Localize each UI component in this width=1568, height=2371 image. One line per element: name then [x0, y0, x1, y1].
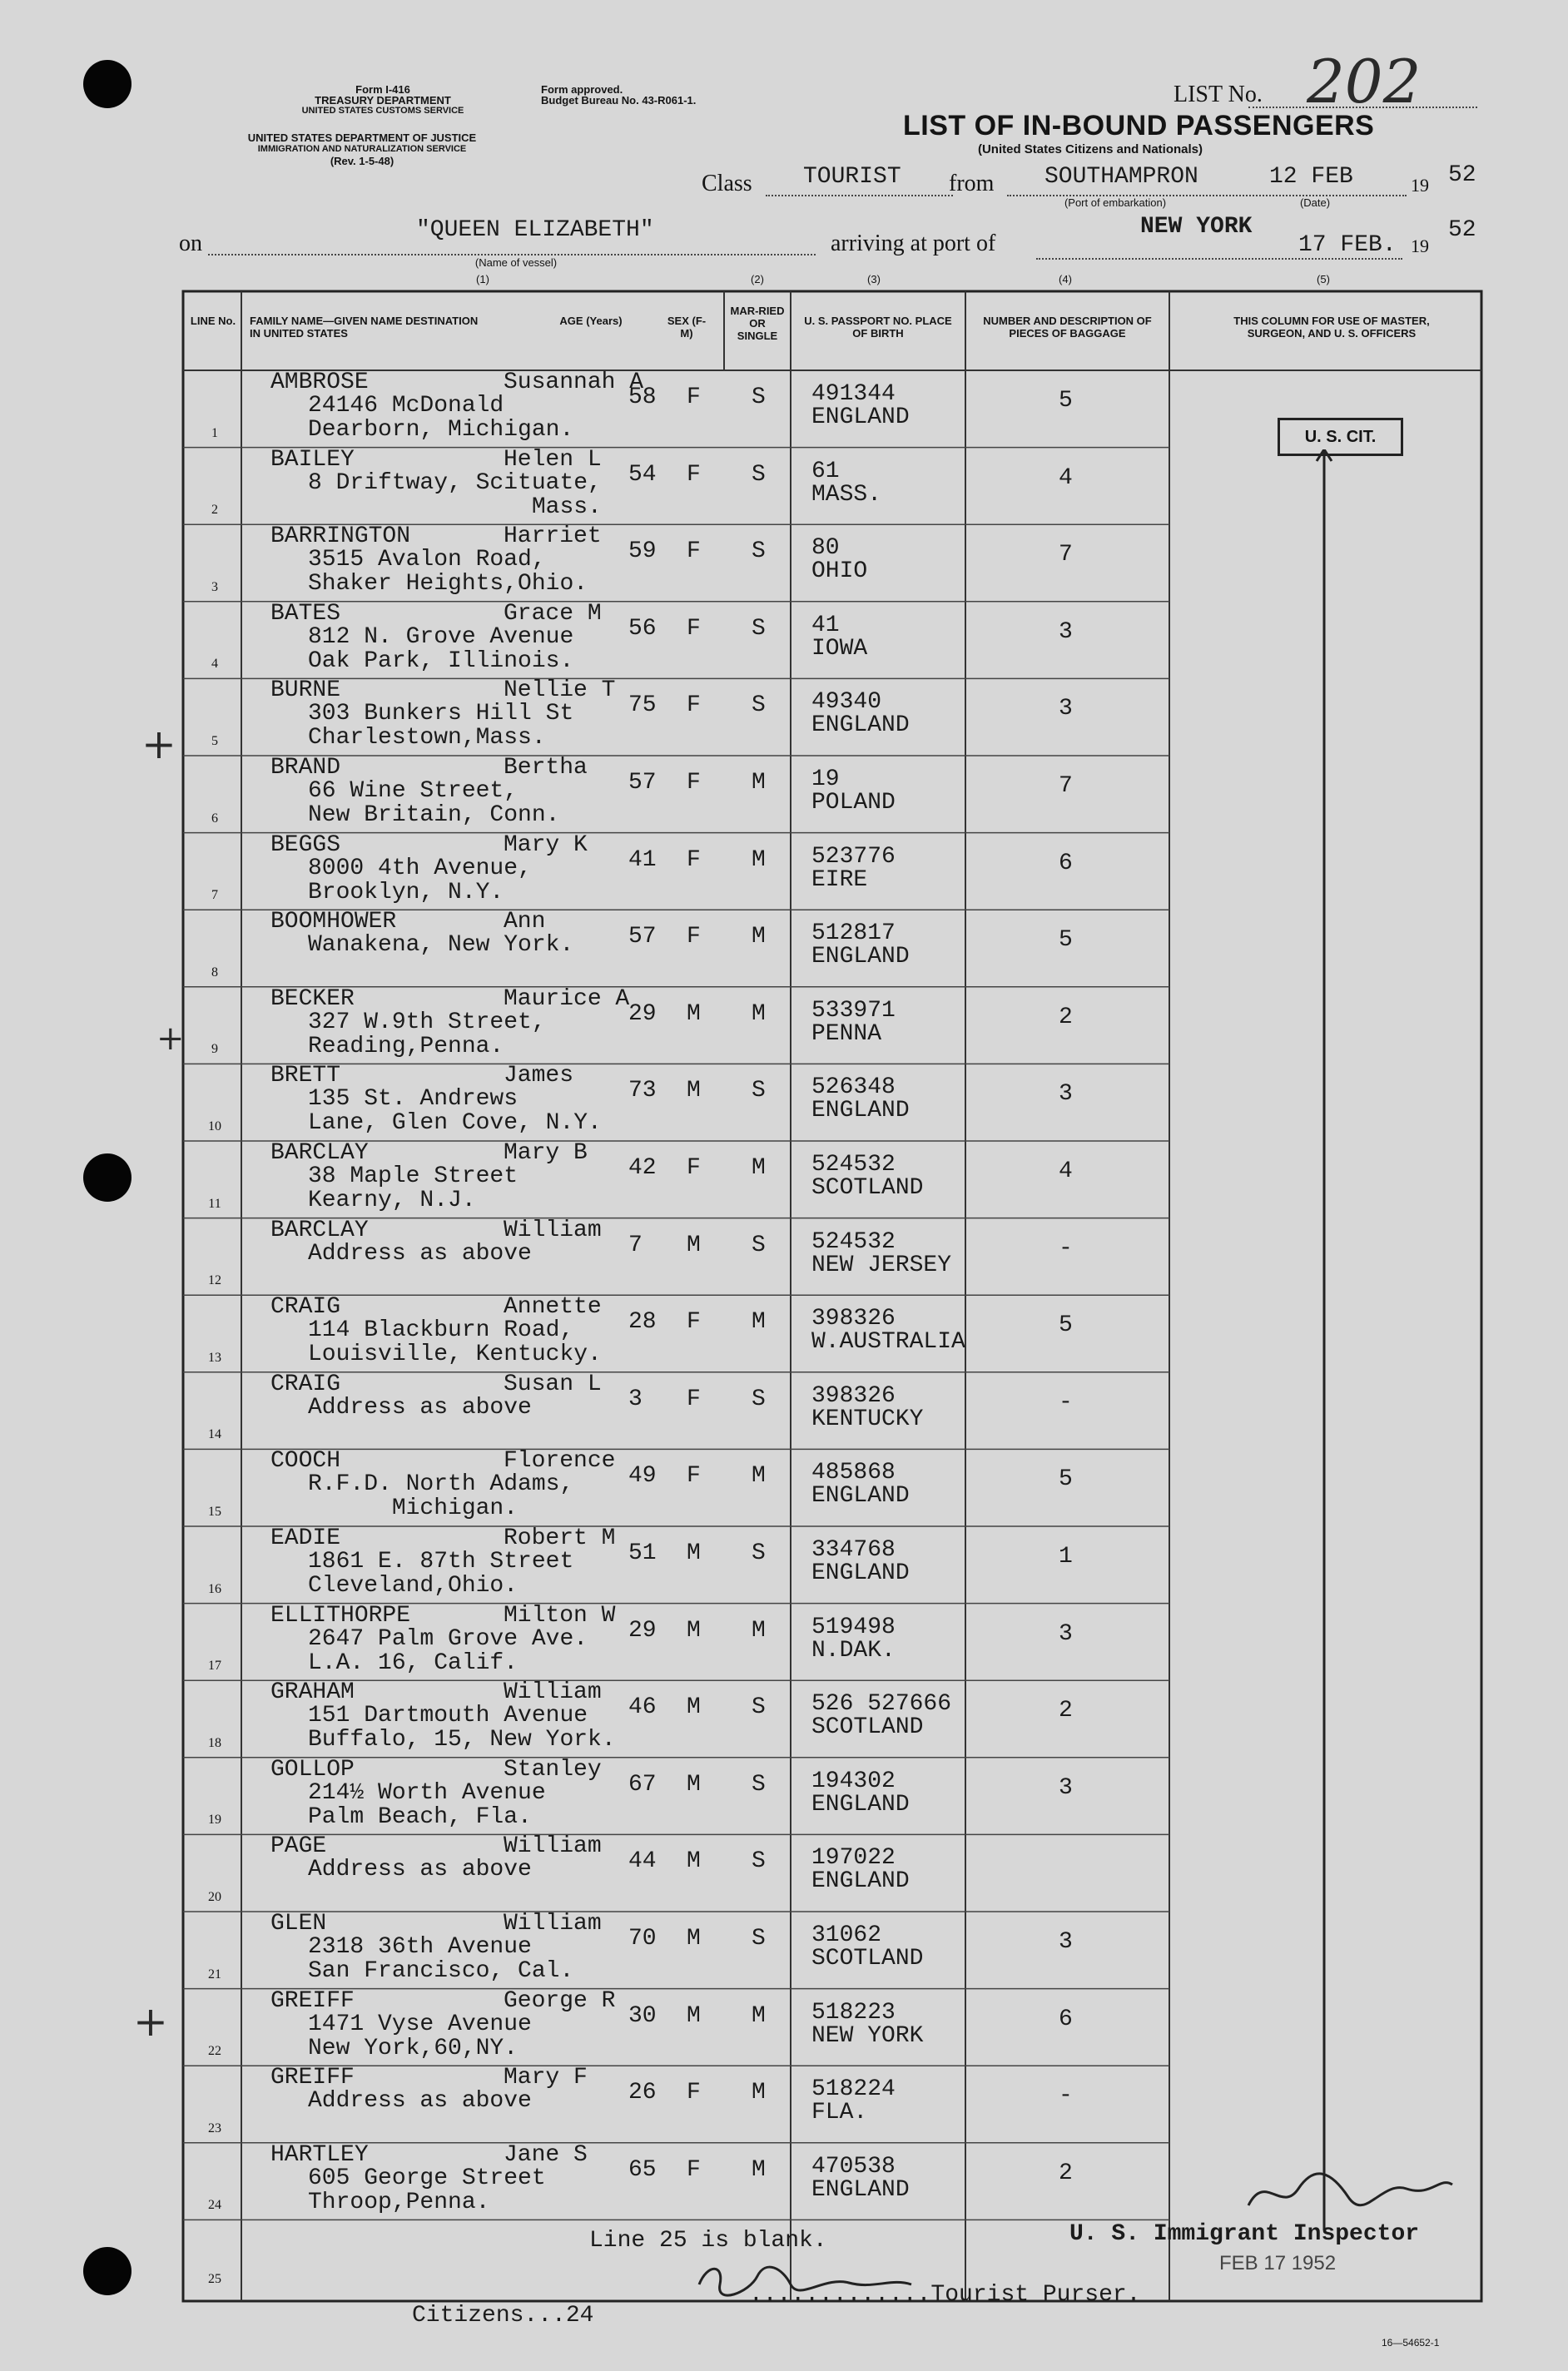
given-name: Milton W: [504, 1602, 616, 1629]
from-label: from: [949, 171, 995, 196]
place-of-birth: ENGLAND: [811, 944, 910, 970]
destination-address: 1471 Vyse Avenue New York,60,NY.: [308, 2011, 532, 2061]
line-number: 16: [208, 1581, 221, 1596]
col-num-1: (1): [476, 273, 489, 285]
treasury-dept: TREASURY DEPARTMENT: [315, 94, 451, 107]
sex: F: [687, 1309, 701, 1336]
year-1: 52: [1448, 162, 1476, 188]
passport-number: 524532: [811, 1228, 896, 1255]
citizens-count: Citizens...24: [412, 2303, 594, 2329]
marital-status: S: [752, 1926, 766, 1952]
family-name: BEGGS: [270, 831, 341, 858]
baggage-count: 7: [1059, 773, 1073, 799]
sex: M: [687, 1540, 701, 1566]
sex: F: [687, 770, 701, 796]
age: 30: [628, 2002, 657, 2029]
age: 65: [628, 2156, 657, 2183]
col-header-name: FAMILY NAME—GIVEN NAME DESTINATION IN UNITED STATES: [250, 315, 479, 340]
line-number: 18: [208, 1735, 221, 1750]
line-number: 9: [211, 1042, 218, 1057]
marital-status: M: [752, 2080, 766, 2106]
age: 57: [628, 924, 657, 950]
family-name: BECKER: [270, 985, 355, 1012]
inspector-signature: [1240, 2164, 1456, 2214]
given-name: William: [504, 1911, 602, 1937]
line-number: 23: [208, 2121, 221, 2135]
marital-status: M: [752, 770, 766, 796]
given-name: Harriet: [504, 523, 602, 550]
place-of-birth: ENGLAND: [811, 1483, 910, 1510]
line-number: 21: [208, 1967, 221, 1982]
col-header-married: MAR-RIED OR SINGLE: [730, 305, 785, 342]
given-name: William: [504, 1679, 602, 1706]
destination-address: Wanakena, New York.: [308, 932, 574, 959]
col-header-line: LINE No.: [190, 315, 236, 327]
passport-number: 523776: [811, 843, 896, 870]
line-number: 20: [208, 1889, 221, 1904]
passport-number: 533971: [811, 997, 896, 1024]
age: 56: [628, 615, 657, 642]
place-of-birth: EIRE: [811, 866, 868, 893]
line-25-note: Line 25 is blank.: [589, 2228, 827, 2254]
passport-number: 519498: [811, 1614, 896, 1640]
baggage-count: 3: [1059, 696, 1073, 722]
sex: F: [687, 1386, 701, 1412]
given-name: Mary B: [504, 1140, 588, 1166]
form-approved: Form approved.: [541, 83, 623, 96]
line-number: 24: [208, 2198, 221, 2213]
baggage-count: 5: [1059, 1466, 1073, 1493]
place-of-birth: NEW YORK: [811, 2022, 924, 2049]
destination-address: 303 Bunkers Hill St Charlestown,Mass.: [308, 701, 574, 751]
margin-mark-plus-2: +: [156, 1019, 185, 1058]
marital-status: S: [752, 538, 766, 565]
sex: M: [687, 2002, 701, 2029]
age: 73: [628, 1078, 657, 1104]
sex: F: [687, 538, 701, 565]
line-number: 8: [211, 965, 218, 980]
place-of-birth: ENGLAND: [811, 2176, 910, 2203]
family-name: GLEN: [270, 1911, 327, 1937]
age: 26: [628, 2080, 657, 2106]
marital-status: M: [752, 924, 766, 950]
place-of-birth: IOWA: [811, 635, 868, 662]
from-date: 12 FEB: [1269, 164, 1353, 190]
line-number-25: 25: [208, 2272, 221, 2286]
marital-status: S: [752, 384, 766, 410]
col-num-3: (3): [867, 273, 881, 285]
marital-status: S: [752, 615, 766, 642]
list-no-label: LIST No.: [1174, 82, 1263, 107]
given-name: Jane S: [504, 2141, 588, 2168]
baggage-count: 5: [1059, 927, 1073, 954]
line-number: 19: [208, 1813, 221, 1828]
destination-address: 605 George Street Throop,Penna.: [308, 2165, 546, 2215]
sex: M: [687, 1078, 701, 1104]
family-name: BRAND: [270, 755, 341, 781]
date-caption-1: (Date): [1299, 196, 1331, 209]
revision: (Rev. 1-5-48): [330, 155, 394, 167]
destination-address: 214½ Worth Avenue Palm Beach, Fla.: [308, 1779, 546, 1830]
place-of-birth: ENGLAND: [811, 1098, 910, 1124]
place-of-birth: FLA.: [811, 2100, 868, 2126]
destination-address: Address as above: [308, 1857, 532, 1883]
port-embark-caption: (Port of embarkation): [1064, 196, 1167, 209]
family-name: GOLLOP: [270, 1756, 355, 1783]
destination-address: 812 N. Grove Avenue Oak Park, Illinois.: [308, 623, 574, 674]
passport-number: 518224: [811, 2076, 896, 2103]
baggage-count: 5: [1059, 1312, 1073, 1339]
family-name: BARCLAY: [270, 1217, 369, 1243]
place-of-birth: ENGLAND: [811, 1560, 910, 1586]
place-of-birth: PENNA: [811, 1020, 882, 1047]
place-of-birth: N.DAK.: [811, 1637, 896, 1664]
place-of-birth: POLAND: [811, 790, 896, 816]
sex: M: [687, 1848, 701, 1875]
sex: F: [687, 461, 701, 488]
destination-address: Address as above: [308, 1394, 532, 1421]
given-name: George R: [504, 1987, 616, 2014]
sex: F: [687, 924, 701, 950]
line-number: 7: [211, 888, 218, 903]
passport-number: 41: [811, 612, 840, 638]
age: 42: [628, 1155, 657, 1181]
passport-number: 470538: [811, 2153, 896, 2180]
destination-address: 66 Wine Street, New Britain, Conn.: [308, 778, 560, 828]
age: 67: [628, 1771, 657, 1798]
marital-status: S: [752, 1386, 766, 1412]
destination-address: R.F.D. North Adams, Michigan.: [308, 1471, 574, 1522]
margin-mark-plus-1: +: [141, 720, 176, 768]
budget-bureau: Budget Bureau No. 43-R061-1.: [541, 94, 697, 107]
year-prefix-1: 19: [1411, 175, 1429, 196]
destination-address: 1861 E. 87th Street Cleveland,Ohio.: [308, 1549, 574, 1599]
given-name: Susannah A: [504, 370, 644, 395]
destination-address: Address as above: [308, 2088, 532, 2115]
line-number: 14: [208, 1427, 221, 1442]
class-value: TOURIST: [803, 164, 901, 190]
age: 44: [628, 1848, 657, 1875]
family-name: BAILEY: [270, 446, 355, 473]
age: 51: [628, 1540, 657, 1566]
col-num-2: (2): [751, 273, 764, 285]
baggage-count: 7: [1059, 542, 1073, 568]
passport-number: 491344: [811, 381, 896, 407]
age: 29: [628, 1000, 657, 1027]
baggage-count: 2: [1059, 1698, 1073, 1724]
given-name: James: [504, 1063, 574, 1089]
place-of-birth: KENTUCKY: [811, 1406, 924, 1432]
age: 7: [628, 1232, 643, 1258]
baggage-count: 3: [1059, 1620, 1073, 1647]
given-name: William: [504, 1833, 602, 1860]
stamp-text: U. S. CIT.: [1304, 428, 1377, 446]
baggage-count: 4: [1059, 464, 1073, 491]
baggage-count: 3: [1059, 618, 1073, 645]
passport-number: 398326: [811, 1306, 896, 1332]
age: 57: [628, 770, 657, 796]
sex: M: [687, 1926, 701, 1952]
passport-number: 526 527666: [811, 1691, 952, 1718]
family-name: BARRINGTON: [270, 523, 411, 550]
inspector-date-stamp: FEB 17 1952: [1219, 2252, 1337, 2274]
sex: F: [687, 846, 701, 873]
family-name: COOCH: [270, 1448, 341, 1475]
given-name: Mary K: [504, 831, 588, 858]
marital-status: S: [752, 1771, 766, 1798]
age: 3: [628, 1386, 643, 1412]
col-header-officers: THIS COLUMN FOR USE OF MASTER, SURGEON, AND U. S. OFFICERS: [1233, 315, 1430, 340]
family-name: ELLITHORPE: [270, 1602, 411, 1629]
given-name: Susan L: [504, 1371, 602, 1397]
form-number: Form I-416: [355, 83, 410, 96]
age: 75: [628, 692, 657, 719]
inspector-title: U. S. Immigrant Inspector: [1069, 2221, 1420, 2247]
age: 49: [628, 1463, 657, 1490]
sex: M: [687, 1771, 701, 1798]
place-of-birth: ENGLAND: [811, 404, 910, 430]
passport-number: 518223: [811, 1999, 896, 2026]
marital-status: S: [752, 692, 766, 719]
line-number: 17: [208, 1659, 221, 1674]
baggage-count: 5: [1059, 388, 1073, 414]
line-number: 6: [211, 811, 218, 826]
given-name: William: [504, 1217, 602, 1243]
marital-status: S: [752, 1694, 766, 1721]
age: 58: [628, 384, 657, 410]
destination-address: 2647 Palm Grove Ave. L.A. 16, Calif.: [308, 1625, 588, 1676]
year-prefix-2: 19: [1411, 236, 1429, 256]
arrival-port: NEW YORK: [1140, 214, 1253, 240]
sex: F: [687, 1463, 701, 1490]
line-number: 11: [208, 1196, 221, 1211]
given-name: Bertha: [504, 755, 588, 781]
destination-address: 8 Driftway, Scituate, Mass.: [308, 469, 602, 520]
family-name: AMBROSE: [270, 370, 369, 395]
col-num-4: (4): [1059, 273, 1072, 285]
passport-number: 334768: [811, 1537, 896, 1563]
sex: F: [687, 2080, 701, 2106]
col-header-sex: SEX (F-M): [667, 315, 707, 340]
place-of-birth: NEW JERSEY: [811, 1252, 952, 1278]
age: 70: [628, 1926, 657, 1952]
marital-status: S: [752, 1078, 766, 1104]
line-number: 1: [211, 425, 218, 440]
family-name: GREIFF: [270, 2065, 355, 2091]
family-name: BRETT: [270, 1063, 341, 1089]
ditto-arrow-line: [1315, 449, 1348, 2239]
age: 54: [628, 461, 657, 488]
from-port: SOUTHAMPRON: [1045, 164, 1198, 190]
place-of-birth: W.AUSTRALIA: [811, 1329, 965, 1356]
passport-number: 80: [811, 535, 840, 562]
baggage-count: -: [1059, 2083, 1073, 2110]
place-of-birth: SCOTLAND: [811, 1714, 924, 1741]
sex: F: [687, 692, 701, 719]
place-of-birth: ENGLAND: [811, 1868, 910, 1895]
sex: M: [687, 1617, 701, 1644]
age: 29: [628, 1617, 657, 1644]
baggage-count: 6: [1059, 2006, 1073, 2032]
given-name: Helen L: [504, 446, 602, 473]
sex: M: [687, 1694, 701, 1721]
marital-status: S: [752, 1540, 766, 1566]
family-name: HARTLEY: [270, 2141, 369, 2168]
passport-number: 194302: [811, 1768, 896, 1794]
sex: M: [687, 1000, 701, 1027]
marital-status: S: [752, 461, 766, 488]
baggage-count: -: [1059, 1235, 1073, 1262]
family-name: CRAIG: [270, 1294, 341, 1321]
line-number: 4: [211, 657, 218, 672]
sex: F: [687, 2156, 701, 2183]
line-number: 3: [211, 579, 218, 594]
place-of-birth: OHIO: [811, 558, 868, 585]
given-name: Maurice A: [504, 985, 630, 1012]
vessel-caption: (Name of vessel): [474, 256, 558, 269]
marital-status: M: [752, 1617, 766, 1644]
given-name: Stanley: [504, 1756, 602, 1783]
marital-status: S: [752, 1232, 766, 1258]
marital-status: M: [752, 1309, 766, 1336]
sex: F: [687, 384, 701, 410]
family-name: BARCLAY: [270, 1140, 369, 1166]
page-title: LIST OF IN-BOUND PASSENGERS: [903, 110, 1375, 141]
passport-number: 526348: [811, 1074, 896, 1101]
family-name: EADIE: [270, 1525, 341, 1551]
arriving-label: arriving at port of: [831, 231, 996, 256]
place-of-birth: SCOTLAND: [811, 1175, 924, 1201]
list-number: 202: [1307, 47, 1422, 117]
line-number: 15: [208, 1504, 221, 1519]
vessel-name: "QUEEN ELIZABETH": [416, 217, 654, 243]
print-code: 16—54652-1: [1382, 2337, 1440, 2349]
line-number: 13: [208, 1350, 221, 1365]
line-number: 2: [211, 503, 218, 518]
age: 46: [628, 1694, 657, 1721]
justice-dept: UNITED STATES DEPARTMENT OF JUSTICE: [247, 131, 477, 144]
place-of-birth: SCOTLAND: [811, 1946, 924, 1972]
family-name: PAGE: [270, 1833, 327, 1860]
passport-number: 197022: [811, 1845, 896, 1872]
class-label: Class: [702, 171, 752, 196]
line-number: 22: [208, 2044, 221, 2059]
given-name: Florence: [504, 1448, 616, 1475]
baggage-count: 2: [1059, 2160, 1073, 2186]
passport-number: 19: [811, 766, 840, 792]
age: 41: [628, 846, 657, 873]
sex: M: [687, 1232, 701, 1258]
baggage-count: 3: [1059, 1929, 1073, 1955]
given-name: Nellie T: [504, 677, 616, 704]
given-name: Annette: [504, 1294, 602, 1321]
destination-address: 38 Maple Street Kearny, N.J.: [308, 1163, 519, 1213]
customs-service: UNITED STATES CUSTOMS SERVICE: [301, 106, 464, 116]
family-name: CRAIG: [270, 1371, 341, 1397]
family-name: GRAHAM: [270, 1679, 355, 1706]
baggage-count: 3: [1059, 1081, 1073, 1108]
inns: IMMIGRATION AND NATURALIZATION SERVICE: [257, 144, 467, 154]
destination-address: 24146 McDonald Dearborn, Michigan.: [308, 393, 574, 443]
arrival-date: 17 FEB.: [1298, 232, 1397, 258]
marital-status: M: [752, 2002, 766, 2029]
destination-address: 2318 36th Avenue San Francisco, Cal.: [308, 1934, 574, 1984]
given-name: Grace M: [504, 600, 602, 627]
marital-status: M: [752, 846, 766, 873]
age: 28: [628, 1309, 657, 1336]
page-subtitle: (United States Citizens and Nationals): [977, 142, 1203, 156]
passport-number: 524532: [811, 1152, 896, 1178]
place-of-birth: MASS.: [811, 481, 882, 508]
given-name: Mary F: [504, 2065, 588, 2091]
family-name: BOOMHOWER: [270, 909, 397, 935]
age: 59: [628, 538, 657, 565]
col-header-age: AGE (Years): [559, 315, 623, 327]
destination-address: 151 Dartmouth Avenue Buffalo, 15, New York.: [308, 1703, 616, 1753]
col-header-passport: U. S. PASSPORT NO. PLACE OF BIRTH: [804, 315, 952, 340]
passport-number: 398326: [811, 1382, 896, 1409]
family-name: BATES: [270, 600, 341, 627]
passport-number: 485868: [811, 1460, 896, 1486]
margin-mark-plus-3: +: [133, 1997, 168, 2046]
destination-address: 8000 4th Avenue, Brooklyn, N.Y.: [308, 855, 532, 905]
marital-status: M: [752, 1155, 766, 1181]
baggage-count: 2: [1059, 1004, 1073, 1030]
baggage-count: -: [1059, 1389, 1073, 1416]
marital-status: M: [752, 1463, 766, 1490]
baggage-count: 3: [1059, 1774, 1073, 1801]
line-number: 5: [211, 733, 218, 748]
baggage-count: 1: [1059, 1544, 1073, 1570]
line-number: 10: [208, 1119, 221, 1133]
year-2: 52: [1448, 217, 1476, 243]
destination-address: Address as above: [308, 1240, 532, 1267]
passport-number: 49340: [811, 689, 882, 716]
marital-status: S: [752, 1848, 766, 1875]
destination-address: 327 W.9th Street, Reading,Penna.: [308, 1009, 546, 1059]
family-name: BURNE: [270, 677, 341, 704]
destination-address: 135 St. Andrews Lane, Glen Cove, N.Y.: [308, 1086, 602, 1137]
baggage-count: 4: [1059, 1158, 1073, 1184]
baggage-count: 6: [1059, 850, 1073, 876]
given-name: Robert M: [504, 1525, 616, 1551]
on-label: on: [179, 231, 202, 256]
destination-address: 114 Blackburn Road, Louisville, Kentucky.: [308, 1317, 602, 1368]
marital-status: M: [752, 1000, 766, 1027]
place-of-birth: ENGLAND: [811, 712, 910, 739]
purser-line: .............Tourist Purser.: [749, 2282, 1141, 2308]
col-num-5: (5): [1317, 273, 1330, 285]
line-number: 12: [208, 1273, 221, 1288]
col-header-baggage: NUMBER AND DESCRIPTION OF PIECES OF BAGGAGE: [983, 315, 1152, 340]
passport-number: 31062: [811, 1922, 882, 1948]
passport-number: 61: [811, 458, 840, 484]
sex: F: [687, 615, 701, 642]
passport-number: 512817: [811, 920, 896, 947]
family-name: GREIFF: [270, 1987, 355, 2014]
destination-address: 3515 Avalon Road, Shaker Heights,Ohio.: [308, 547, 588, 598]
place-of-birth: ENGLAND: [811, 1791, 910, 1818]
given-name: Ann: [504, 909, 546, 935]
sex: F: [687, 1155, 701, 1181]
marital-status: M: [752, 2156, 766, 2183]
purser-signature: [691, 2259, 915, 2297]
